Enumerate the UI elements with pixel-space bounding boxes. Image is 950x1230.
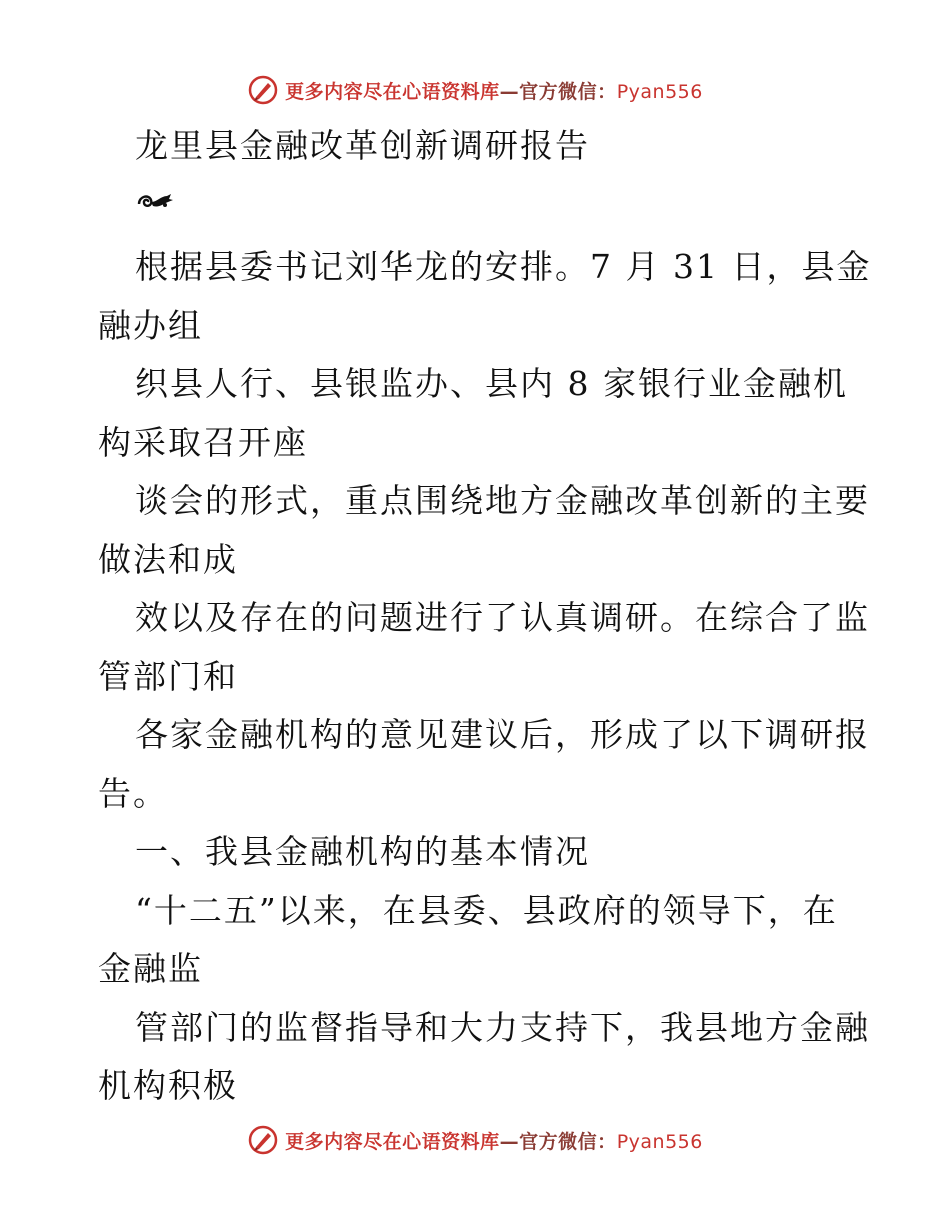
text-line: 织县人行、县银监办、县内 8 家银行业金融机 xyxy=(135,364,848,403)
watermark-header xyxy=(0,70,950,110)
watermark-dash: — xyxy=(499,1130,520,1153)
text-line: 效以及存在的问题进行了认真调研。在综合了监 xyxy=(135,598,870,637)
text-line: 各家金融机构的意见建议后，形成了以下调研报 xyxy=(135,715,870,754)
text-line: 管部门的监督指导和大力支持下，我县地方金融 xyxy=(135,1007,870,1047)
watermark-account: Pyan556 xyxy=(616,80,703,103)
watermark-sub: 官方微信： xyxy=(519,1130,617,1153)
text-line: 做法和成 xyxy=(98,539,238,579)
watermark-account: Pyan556 xyxy=(616,1130,703,1153)
text-line: 根据县委书记刘华龙的安排。7 月 31 日，县金 xyxy=(135,247,872,286)
text-line: 管部门和 xyxy=(98,656,238,696)
pen-logo-icon xyxy=(247,1124,279,1156)
watermark-main: 更多内容尽在心语资料库 xyxy=(285,80,500,103)
text-line: 机构积极 xyxy=(98,1066,238,1105)
watermark-text xyxy=(285,77,703,104)
text-line: 一、我县金融机构的基本情况 xyxy=(135,832,590,871)
document-body xyxy=(98,238,872,1116)
text-line: 金融监 xyxy=(98,949,203,988)
document-title: 龙里县金融改革创新调研报告 xyxy=(135,126,590,165)
watermark-dash: — xyxy=(499,80,520,103)
text-line: 谈会的形式，重点围绕地方金融改革创新的主要 xyxy=(135,481,870,520)
fleuron-ornament-icon xyxy=(135,190,175,214)
text-line: 构采取召开座 xyxy=(98,422,308,462)
text-line: 告。 xyxy=(98,773,168,813)
watermark-sub: 官方微信： xyxy=(519,80,617,103)
text-line: “十二五”以来，在县委、县政府的领导下，在 xyxy=(135,890,838,930)
watermark-text xyxy=(285,1127,703,1154)
watermark-footer xyxy=(0,1120,950,1160)
text-line: 融办组 xyxy=(98,305,203,345)
pen-logo-icon xyxy=(247,74,279,106)
watermark-main: 更多内容尽在心语资料库 xyxy=(285,1130,500,1153)
